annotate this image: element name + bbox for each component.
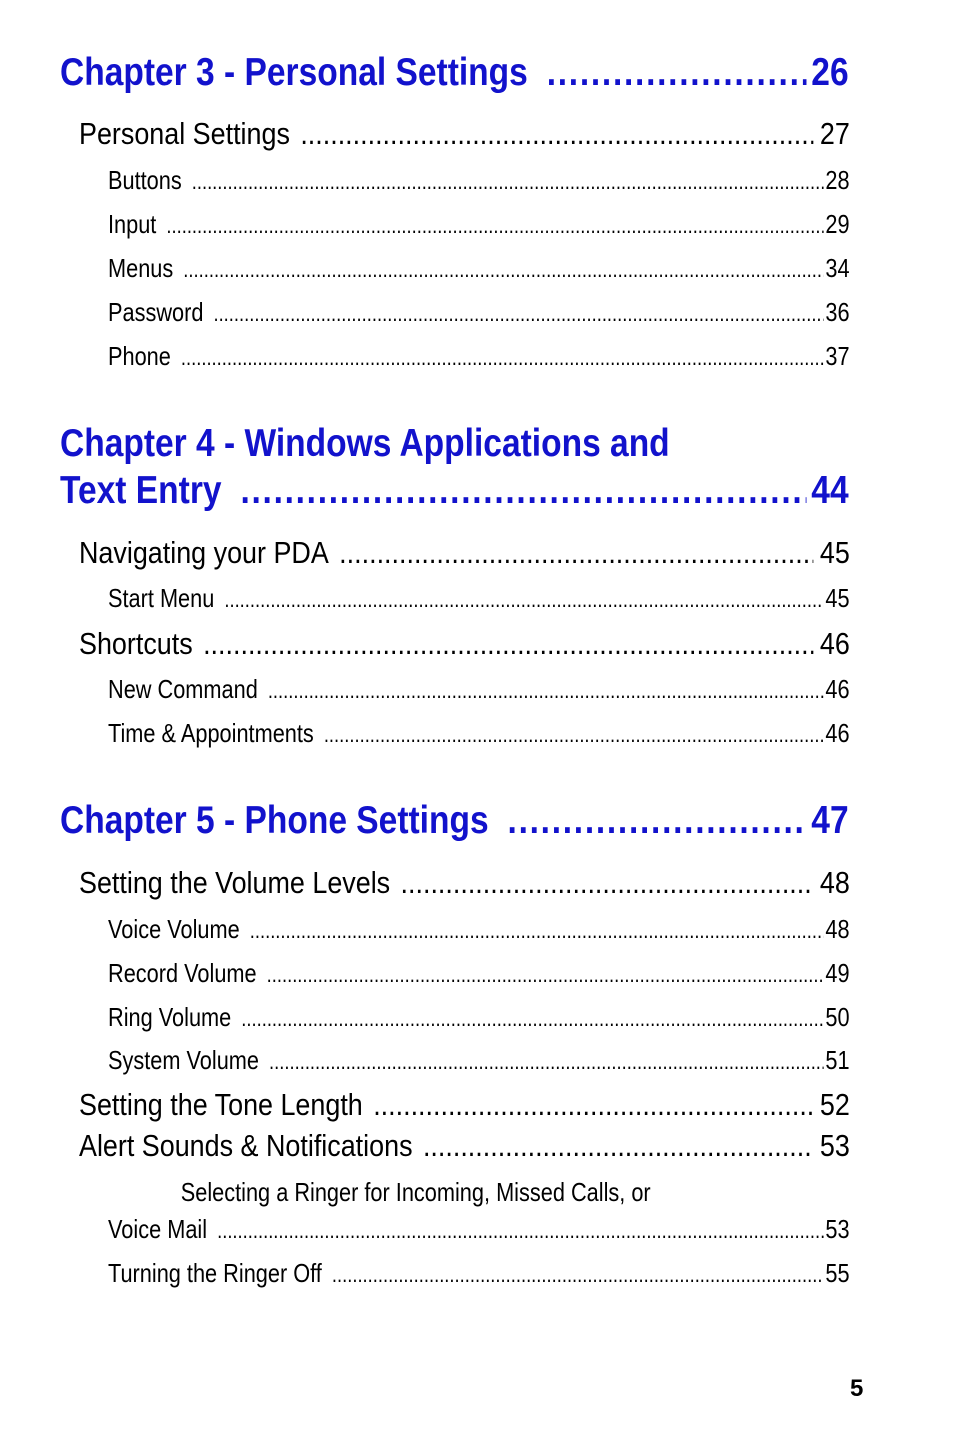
leader-dots [166, 210, 823, 242]
entry-page: 27 [819, 116, 850, 151]
entry-page: 45 [825, 583, 850, 613]
entry-title: Buttons [108, 165, 182, 195]
leader-dots [373, 1087, 813, 1123]
leader-dots [213, 298, 823, 330]
chapter-title: Chapter 5 - Phone Settings [60, 799, 489, 842]
entry-title: Record Volume [108, 958, 257, 988]
chapter-title-line2: Text Entry [60, 469, 222, 512]
leader-dots [332, 1259, 824, 1291]
toc-entry[interactable] [79, 1128, 850, 1164]
leader-dots [267, 959, 824, 991]
leader-dots [181, 342, 824, 374]
leader-dots [423, 1128, 813, 1164]
leader-dots [401, 865, 813, 901]
entry-title: New Command [108, 674, 258, 704]
entry-title: Phone [108, 341, 171, 371]
entry-title: Start Menu [108, 583, 215, 613]
entry-title: Setting the Volume Levels [79, 865, 391, 900]
toc-subentry-line1: Selecting a Ringer for Incoming, Missed Calls, or [180, 1177, 651, 1207]
chapter-page: 26 [811, 51, 849, 94]
entry-title: Voice Volume [108, 914, 240, 944]
entry-title: Menus [108, 253, 174, 283]
leader-dots [250, 915, 824, 947]
entry-page: 46 [825, 718, 850, 748]
entry-page: 28 [825, 165, 850, 195]
entry-title: Turning the Ringer Off [108, 1258, 322, 1288]
toc-subentry[interactable] [108, 340, 850, 374]
toc-subentry[interactable] [108, 582, 850, 616]
toc-entry[interactable] [79, 865, 850, 901]
leader-dots [339, 535, 813, 571]
toc-subentry[interactable] [108, 1044, 850, 1078]
leader-dots [508, 797, 807, 844]
leader-dots [217, 1215, 824, 1247]
entry-page: 49 [825, 958, 850, 988]
chapter-page: 47 [811, 799, 849, 842]
toc-subentry[interactable] [108, 913, 850, 947]
entry-page: 53 [819, 1128, 850, 1163]
entry-title: Personal Settings [79, 116, 290, 151]
entry-page: 46 [819, 626, 850, 661]
leader-dots [300, 116, 813, 152]
entry-page: 46 [825, 674, 850, 704]
leader-dots [240, 467, 806, 514]
chapter-page: 44 [811, 469, 849, 512]
entry-page: 29 [825, 209, 850, 239]
entry-title: Setting the Tone Length [79, 1087, 363, 1122]
entry-page: 48 [825, 914, 850, 944]
leader-dots [203, 626, 813, 662]
entry-title: System Volume [108, 1045, 260, 1075]
entry-page: 34 [825, 253, 850, 283]
toc-entry[interactable] [79, 116, 850, 152]
entry-page: 37 [825, 341, 850, 371]
entry-page: 55 [825, 1258, 850, 1288]
leader-dots [324, 719, 824, 751]
entry-page: 50 [825, 1002, 850, 1032]
entry-title: Navigating your PDA [79, 535, 329, 570]
toc-subentry[interactable] [108, 1257, 850, 1291]
toc-entry[interactable] [79, 626, 850, 662]
chapter-title-line1: Chapter 4 - Windows Applications and [60, 422, 670, 465]
toc-subentry[interactable] [108, 717, 850, 751]
entry-title: Password [108, 297, 204, 327]
entry-title: Ring Volume [108, 1002, 232, 1032]
leader-dots [268, 675, 824, 707]
chapter-title: Chapter 3 - Personal Settings [60, 51, 528, 94]
toc-entry[interactable] [79, 1087, 850, 1123]
leader-dots [547, 49, 806, 96]
leader-dots [241, 1003, 823, 1035]
chapter-4-heading[interactable] [60, 420, 849, 514]
leader-dots [192, 166, 824, 198]
chapter-3-heading[interactable] [60, 49, 849, 96]
entry-page: 51 [825, 1045, 850, 1075]
entry-page: 53 [825, 1214, 850, 1244]
toc-subentry[interactable] [108, 673, 850, 707]
entry-page: 48 [819, 865, 850, 900]
entry-page: 45 [819, 535, 850, 570]
toc-subentry[interactable] [108, 1001, 850, 1035]
entry-title: Shortcuts [79, 626, 193, 661]
leader-dots [269, 1046, 824, 1078]
toc-entry[interactable] [79, 535, 850, 571]
entry-title: Input [108, 209, 157, 239]
entry-title: Alert Sounds & Notifications [79, 1128, 413, 1163]
toc-subentry[interactable] [108, 1213, 850, 1247]
toc-subentry[interactable] [108, 252, 850, 286]
page-number: 5 [850, 1375, 864, 1402]
entry-title: Voice Mail [108, 1214, 208, 1244]
toc-subentry[interactable] [108, 957, 850, 991]
entry-page: 36 [825, 297, 850, 327]
entry-title: Time & Appointments [108, 718, 314, 748]
entry-page: 52 [819, 1087, 850, 1122]
toc-subentry[interactable] [108, 296, 850, 330]
leader-dots [183, 254, 823, 286]
toc-subentry[interactable] [108, 208, 850, 242]
chapter-5-heading[interactable] [60, 797, 849, 844]
toc-subentry[interactable] [108, 164, 850, 198]
leader-dots [224, 584, 823, 616]
